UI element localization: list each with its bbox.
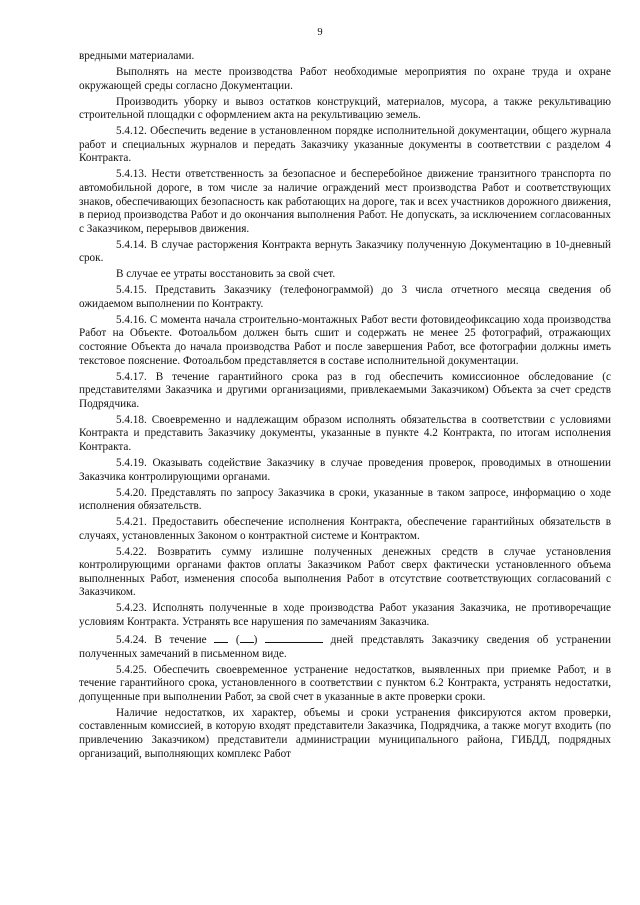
paragraph: Выполнять на месте производства Работ необходимые мероприятия по охране труда и охране окружающей среды согласно Документации. [79, 65, 611, 92]
paragraph: 5.4.16. С момента начала строительно-монтажных Работ вести фотовидеофиксацию хода производства Работ на Объекте. Фотоальбом должен быть сшит и содержать не менее 25 фотографий, отражающих состояние Объекта до начала производства Работ и после завершения Работ, все фотографии должны иметь текстовое пояснение. Фотоальбом представляется в составе исполнительной документации. [79, 313, 611, 367]
paragraph-with-blanks [79, 632, 611, 661]
paragraph: 5.4.21. Предоставить обеспечение исполнения Контракта, обеспечение гарантийных обязательств в случаях, установленных Законом о контрактной системе и Контрактом. [79, 516, 611, 542]
blank-line [214, 632, 228, 643]
paragraph: 5.4.17. В течение гарантийного срока раз в год обеспечить комиссионное обследование (с представителями Заказчика и другими организациями, привлекаемыми Заказчиком) Объекта за счет средств Подрядчика. [79, 370, 611, 410]
paragraph: 5.4.20. Представлять по запросу Заказчика в сроки, указанные в таком запросе, информацию о ходе исполнения обязательств. [79, 486, 611, 513]
paragraph: 5.4.23. Исполнять полученные в ходе производства Работ указания Заказчика, не противоречащие условиям Контракта. Устранять все нарушения по замечаниям Заказчика. [79, 602, 611, 629]
p24-close-paren: ) [253, 634, 258, 646]
page-number: 9 [317, 27, 323, 38]
blank-line [240, 632, 254, 643]
paragraph: 5.4.19. Оказывать содействие Заказчику в случае проведения проверок, проводимых в отношении Заказчика контролирующими органами. [79, 456, 611, 483]
paragraph: В случае ее утраты восстановить за свой счет. [116, 268, 336, 281]
p24-tail: дней представлять Заказчику сведения об устранении полученных замечаний в письменном виде. [79, 634, 611, 660]
paragraph: Производить уборку и вывоз остатков конструкций, материалов, мусора, а также рекультивацию строительной площадки с оформлением акта на рекультивацию земель. [79, 95, 611, 122]
paragraph: Наличие недостатков, их характер, объемы и сроки устранения фиксируются актом проверки, составленным комиссией, в которую входят представители Заказчика, Подрядчика, а также могут входить (по привлечению Заказчиком) представители администрации муниципального района, ГИБДД, подрядных организаций, выполняющих комплекс Работ [79, 706, 611, 760]
paragraph: 5.4.15. Представить Заказчику (телефонограммой) до 3 числа отчетного месяца сведения об ожидаемом выполнении по Контракту. [79, 284, 611, 310]
paragraph: вредными материалами. [79, 50, 195, 62]
paragraph: 5.4.18. Своевременно и надлежащим образом исполнять обязательства в соответствии с условиями Контракта и представить Заказчику документы, указанные в пункте 4.2 Контракта, по итогам исполнения Контракта. [79, 413, 611, 453]
paragraph: 5.4.25. Обеспечить своевременное устранение недостатков, выявленных при приемке Работ, и в течение гарантийного срока, установленного в соответствии с пунктом 6.2 Контракта, устранять недостатки, допущенные при выполнении Работ, за свой счет в указанные в акте проверки сроки. [79, 663, 611, 703]
paragraph: 5.4.12. Обеспечить ведение в установленном порядке исполнительной документации, общего журнала работ и специальных журналов и передать Заказчику указанные документы в соответствии с разделом 4 Контракта. [79, 125, 611, 165]
p24-open-paren: ( [235, 634, 240, 646]
p24-lead: 5.4.24. В течение [116, 634, 207, 646]
paragraph: 5.4.13. Нести ответственность за безопасное и бесперебойное движение транзитного транспорта по автомобильной дороге, в том числе за наличие ограждений мест производства Работ и соответствующих знаков, обеспечивающих безопасность как работающих на дороге, так и всех участников дорожного движения, в период производства Работ и до окончания выполнения Работ. Не допускать, за исключением согласованных с Заказчиком, перерывов движения. [79, 168, 611, 235]
paragraph: 5.4.22. Возвратить сумму излишне полученных денежных средств в случае установления контролирующими органами фактов оплаты Заказчиком Работ сверх фактически установленного объема выполненных Работ, изменения способа выполнения Работ в отсутствие соответствующих согласований с Заказчиком. [79, 545, 611, 599]
blank-line [265, 632, 323, 643]
paragraph: 5.4.14. В случае расторжения Контракта вернуть Заказчику полученную Документацию в 10-дневный срок. [79, 238, 611, 265]
body-text [79, 50, 611, 764]
